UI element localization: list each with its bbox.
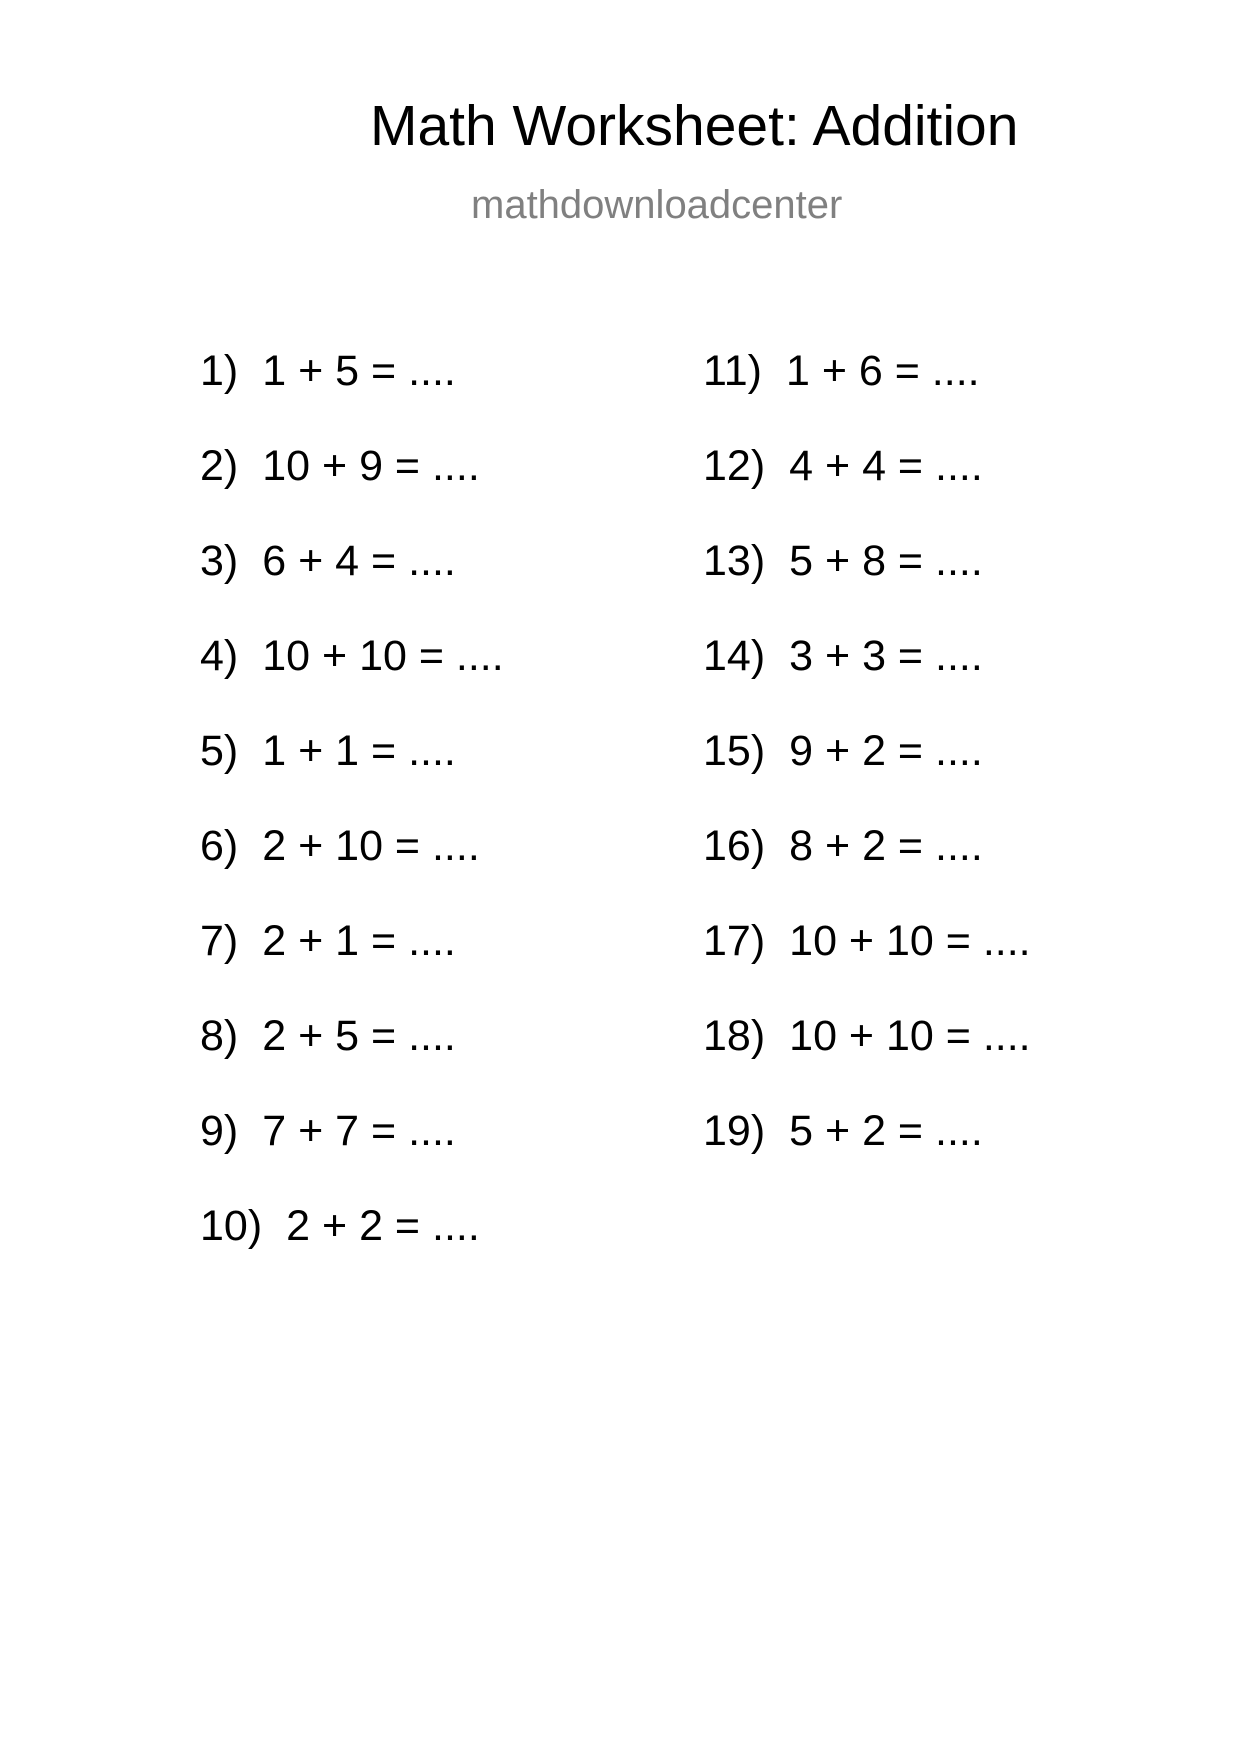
problem-number: 17)	[703, 917, 766, 965]
problem-expression: 3 + 3 = ....	[789, 632, 983, 680]
problem-item	[200, 917, 504, 1015]
problem-number: 12)	[703, 442, 766, 490]
problem-number: 13)	[703, 537, 766, 585]
problem-expression: 2 + 5 = ....	[262, 1012, 456, 1060]
problem-expression: 2 + 1 = ....	[262, 917, 456, 965]
problem-item	[703, 1107, 1031, 1205]
problem-number: 14)	[703, 632, 766, 680]
problem-item	[703, 632, 1031, 730]
problem-expression: 7 + 7 = ....	[262, 1107, 456, 1155]
problem-expression: 5 + 8 = ....	[789, 537, 983, 585]
problem-expression: 10 + 9 = ....	[262, 442, 480, 490]
problem-item	[200, 537, 504, 635]
problem-number: 15)	[703, 727, 766, 775]
problem-item	[200, 1012, 504, 1110]
problem-expression: 10 + 10 = ....	[789, 917, 1031, 965]
problem-item	[200, 632, 504, 730]
problem-number: 10)	[200, 1202, 263, 1250]
problem-expression: 8 + 2 = ....	[789, 822, 983, 870]
problem-item	[703, 727, 1031, 825]
problem-expression: 6 + 4 = ....	[262, 537, 456, 585]
problem-item	[703, 917, 1031, 1015]
worksheet-title: Math Worksheet: Addition	[370, 94, 1019, 158]
problem-number: 18)	[703, 1012, 766, 1060]
problem-number: 1)	[200, 347, 239, 395]
problem-number: 5)	[200, 727, 239, 775]
problem-item	[200, 822, 504, 920]
problem-number: 11)	[703, 347, 762, 395]
worksheet-source: mathdownloadcenter	[471, 183, 843, 227]
problem-item	[200, 1202, 504, 1300]
problem-number: 9)	[200, 1107, 239, 1155]
problem-expression: 1 + 5 = ....	[262, 347, 456, 395]
problem-item	[703, 1012, 1031, 1110]
problem-item	[703, 442, 1031, 540]
problem-expression: 2 + 2 = ....	[286, 1202, 480, 1250]
problem-number: 4)	[200, 632, 239, 680]
problem-column-left	[200, 347, 504, 1300]
problem-item	[200, 347, 504, 445]
problem-column-right	[703, 347, 1031, 1205]
problem-item	[200, 442, 504, 540]
problem-item	[703, 822, 1031, 920]
problem-item	[703, 347, 1031, 445]
problem-expression: 1 + 1 = ....	[262, 727, 456, 775]
problem-item	[200, 727, 504, 825]
problem-expression: 10 + 10 = ....	[789, 1012, 1031, 1060]
problem-number: 16)	[703, 822, 766, 870]
problem-number: 3)	[200, 537, 239, 585]
problem-number: 8)	[200, 1012, 239, 1060]
problem-number: 7)	[200, 917, 239, 965]
problem-expression: 9 + 2 = ....	[789, 727, 983, 775]
problem-number: 2)	[200, 442, 239, 490]
problem-expression: 4 + 4 = ....	[789, 442, 983, 490]
problem-number: 6)	[200, 822, 239, 870]
problem-expression: 2 + 10 = ....	[262, 822, 480, 870]
problem-expression: 1 + 6 = ....	[785, 347, 980, 395]
problem-expression: 10 + 10 = ....	[262, 632, 504, 680]
problem-number: 19)	[703, 1107, 766, 1155]
problem-expression: 5 + 2 = ....	[789, 1107, 983, 1155]
problem-item	[200, 1107, 504, 1205]
problem-item	[703, 537, 1031, 635]
